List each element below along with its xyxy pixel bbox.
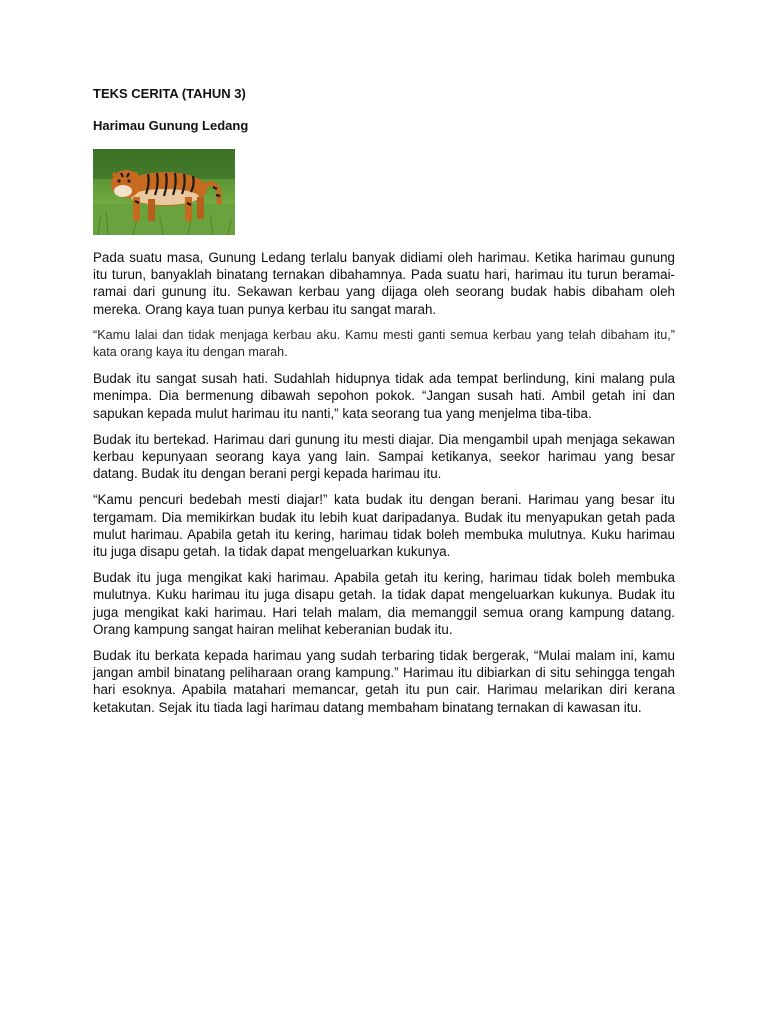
story-paragraph-2: “Kamu lalai dan tidak menjaga kerbau aku. Kamu mesti ganti semua kerbau yang telah dibaham itu,” kata orang kaya itu dengan marah. — [93, 327, 675, 360]
story-paragraph-6: Budak itu juga mengikat kaki harimau. Apabila getah itu kering, harimau tidak boleh membuka mulutnya. Kuku harimau itu juga disapu getah. Ia tidak dapat mengeluarkan kukunya. Budak itu juga mengikat kaki harimau. Hari telah malam, dia memanggil semua orang kampung datang. Orang kampung sangat hairan melihat keberanian budak itu. — [93, 570, 675, 637]
story-paragraph-3: Budak itu sangat susah hati. Sudahlah hidupnya tidak ada tempat berlindung, kini malang pula menimpa. Dia bermenung dibawah sepohon pokok. “Jangan susah hati. Ambil getah ini dan sapukan kepada mulut harimau itu nanti,” kata seorang tua yang menjelma tiba-tiba. — [93, 371, 675, 421]
story-paragraph-7: Budak itu berkata kepada harimau yang sudah terbaring tidak bergerak, “Mulai malam ini, kamu jangan ambil binatang peliharaan orang kampung.” Harimau itu dibiarkan di situ sehingga tengah hari esoknya. Apabila matahari memancar, getah itu pun cair. Harimau melarikan diri kerana ketakutan. Sejak itu tiada lagi harimau datang membaham binatang ternakan di kawasan itu. — [93, 648, 675, 715]
story-paragraph-1: Pada suatu masa, Gunung Ledang terlalu banyak didiami oleh harimau. Ketika harimau gunung itu turun, banyaklah binatang ternakan dibahamnya. Pada suatu hari, harimau itu turun beramai-ramai dari gunung itu. Sekawan kerbau yang dijaga oleh seorang budak habis dibaham oleh mereka. Orang kaya tuan punya kerbau itu sangat marah. — [93, 250, 675, 317]
story-paragraph-5: “Kamu pencuri bedebah mesti diajar!” kata budak itu dengan berani. Harimau yang besar itu tergamam. Dia memikirkan budak itu lebih kuat daripadanya. Budak itu menyapukan getah pada mulut harimau. Apabila getah itu kering, harimau tidak boleh membuka mulutnya. Kuku harimau itu juga disapu getah. Ia tidak dapat mengeluarkan kukunya. — [93, 492, 675, 560]
story-title: Harimau Gunung Ledang — [93, 118, 249, 133]
tiger-illustration — [93, 149, 235, 235]
document-page — [93, 86, 675, 716]
document-header: TEKS CERITA (TAHUN 3) — [93, 86, 246, 101]
tiger-photo — [93, 149, 235, 235]
story-paragraph-4: Budak itu bertekad. Harimau dari gunung itu mesti diajar. Dia mengambil upah menjaga sekawan kerbau kepunyaan seorang kaya yang lain. Sampai ketikanya, seekor harimau yang besar datang. Budak itu dengan berani pergi kepada harimau itu. — [93, 431, 675, 482]
